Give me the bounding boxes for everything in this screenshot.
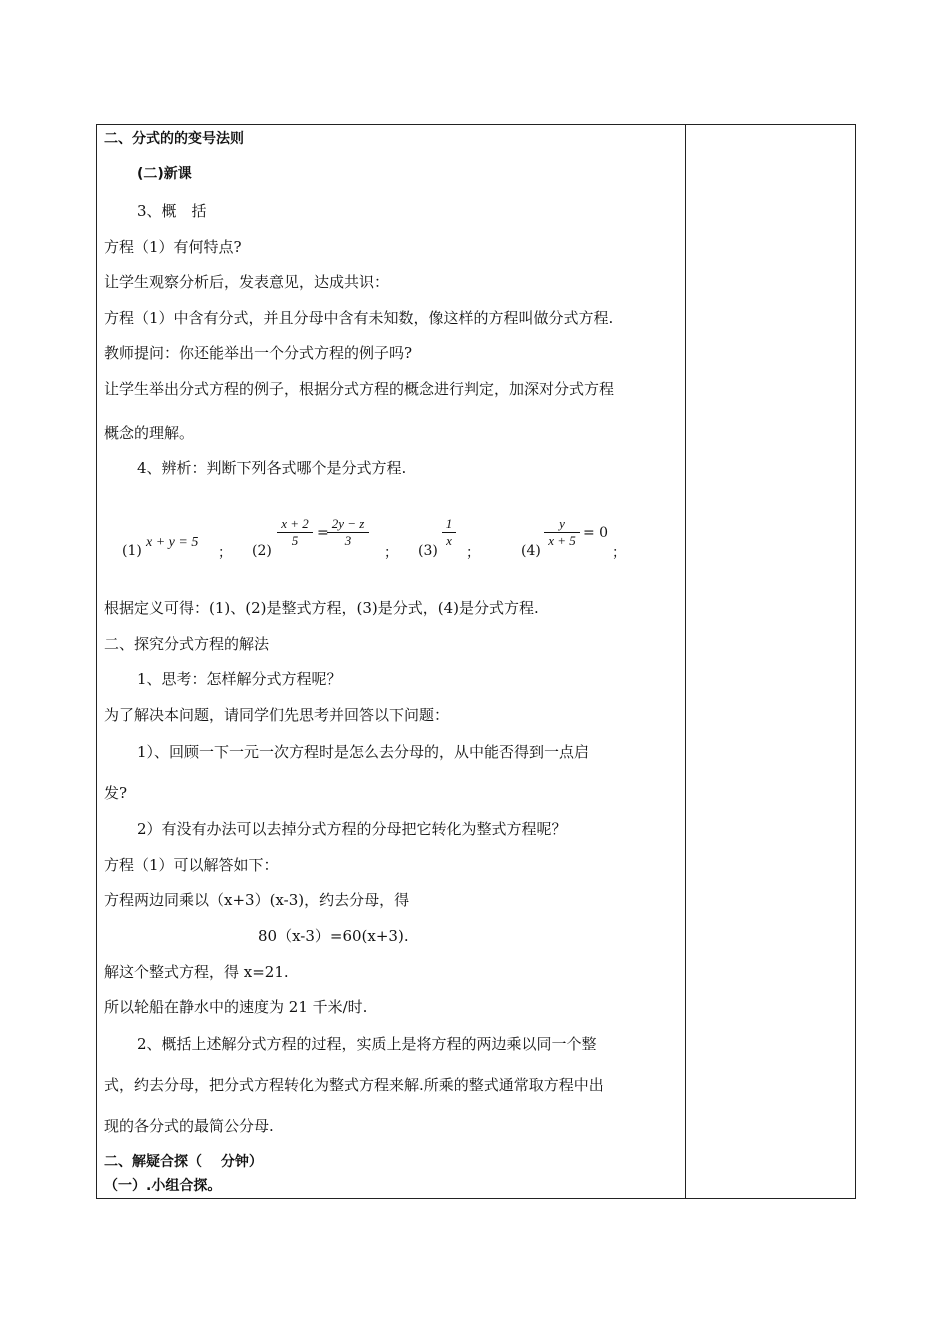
numerator: 2y − z (327, 516, 369, 533)
text-line: 2）有没有办法可以去掉分式方程的分母把它转化为整式方程呢？ (137, 820, 567, 838)
text-line: 现的各分式的最简公分母. (104, 1117, 274, 1135)
denominator: x + 5 (548, 533, 576, 548)
equation-label: (1) (122, 543, 142, 559)
text-line: 概念的理解。 (104, 424, 195, 442)
equation-label: (2) (252, 543, 272, 559)
text-line: 发? (104, 784, 128, 802)
denominator: 5 (291, 533, 299, 548)
text-line: 式，约去分母，把分式方程转化为整式方程来解.所乘的整式通常取方程中出 (104, 1076, 604, 1094)
fraction (327, 516, 369, 549)
text-line: 方程（1）中含有分式，并且分母中含有未知数，像这样的方程叫做分式方程. (104, 309, 614, 327)
text-line: 方程两边同乘以（x+3）(x-3)，约去分母，得 (104, 891, 410, 909)
text-line: 方程（1）可以解答如下： (104, 856, 279, 874)
separator: ； (218, 545, 232, 561)
text-line: 解这个整式方程，得 x=21. (104, 963, 289, 981)
text-line: 让学生举出分式方程的例子，根据分式方程的概念进行判定，加深对分式方程 (104, 380, 615, 398)
numerator: 1 (442, 516, 456, 533)
equation-1: x + y = 5 (146, 535, 199, 550)
text-line: 所以轮船在静水中的速度为 21 千米/时. (104, 998, 368, 1016)
text-line: 2、概括上述解分式方程的过程，实质上是将方程的两边乘以同一个整 (137, 1035, 597, 1053)
text-line: 3、概 括 (137, 202, 207, 220)
section-heading: 二、分式的的变号法则 (104, 131, 244, 147)
equation-rhs: = 0 (583, 525, 609, 541)
text-line: 1、思考：怎样解分式方程呢？ (137, 670, 342, 688)
numerator: x + 2 (277, 516, 313, 533)
separator: ； (612, 545, 626, 561)
text-line: 为了解决本问题，请同学们先思考并回答以下问题： (104, 706, 450, 724)
separator: ； (384, 545, 398, 561)
denominator: 3 (344, 533, 352, 548)
equation-line: 80（x-3）=60(x+3). (258, 927, 409, 945)
section-heading: 二、解疑合探（ 分钟） (104, 1154, 263, 1170)
subsection-heading: （一）.小组合探。 (104, 1178, 222, 1194)
separator: ； (466, 545, 480, 561)
text-line: 教师提问：你还能举出一个分式方程的例子吗? (104, 344, 413, 362)
text-line: 1）、回顾一下一元一次方程时是怎么去分母的，从中能否得到一点启 (137, 743, 590, 761)
text-line: 让学生观察分析后，发表意见，达成共识： (104, 273, 390, 291)
equation-label: (4) (521, 543, 541, 559)
subsection-heading: (二)新课 (137, 166, 192, 182)
column-divider (685, 124, 686, 1199)
fraction (277, 516, 313, 549)
text-line: 方程（1）有何特点? (104, 238, 242, 256)
text-line: 二、探究分式方程的解法 (104, 635, 270, 653)
fraction (544, 516, 580, 549)
text-line: 4、辨析：判断下列各式哪个是分式方程. (137, 459, 407, 477)
numerator: y (544, 516, 580, 533)
denominator: x (446, 533, 452, 548)
equals-sign: = (317, 525, 329, 541)
equation-label: (3) (418, 543, 438, 559)
text-line: 根据定义可得：(1)、(2)是整式方程，(3)是分式，(4)是分式方程. (104, 599, 539, 617)
fraction (442, 516, 456, 549)
